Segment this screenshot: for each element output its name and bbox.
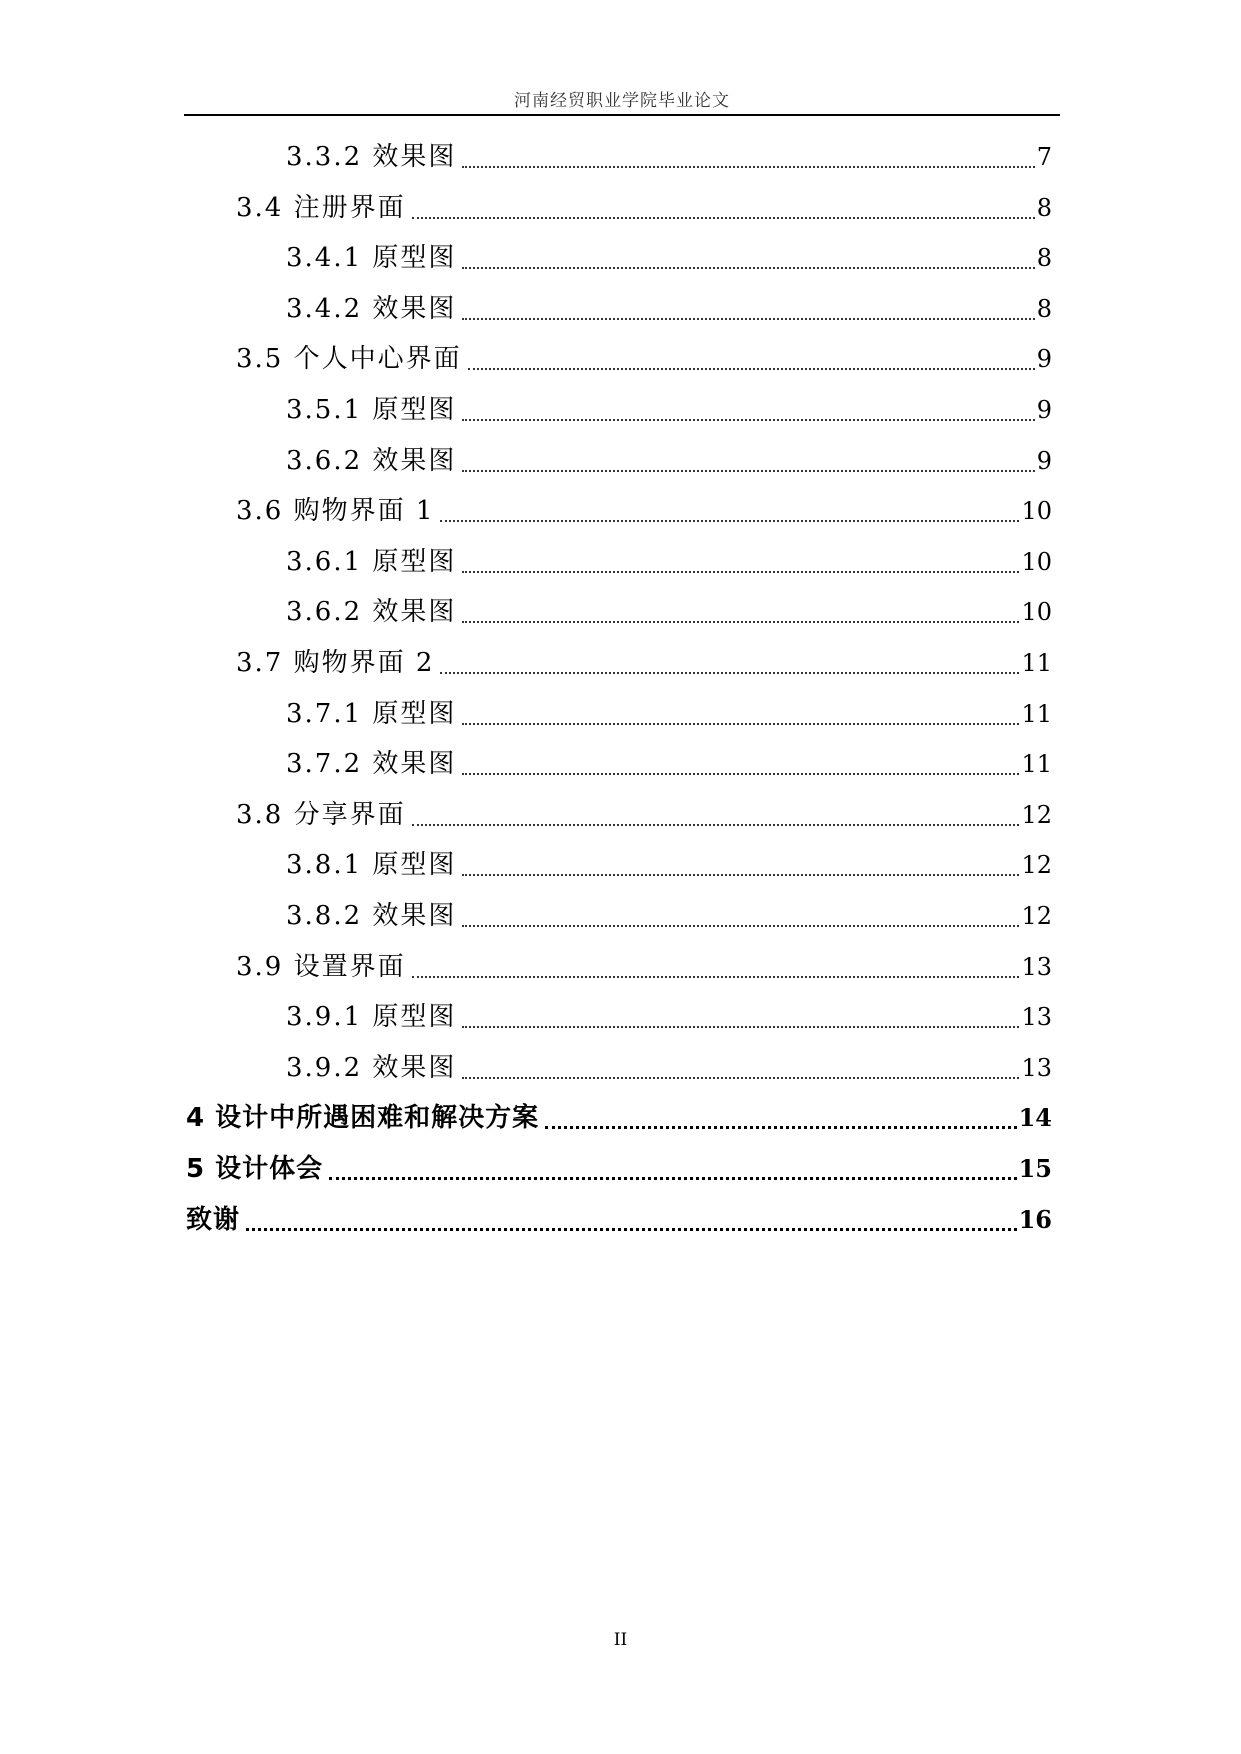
- toc-entry-title: 3.8.1 原型图: [286, 850, 457, 881]
- toc-entry-page-number: 9: [1036, 396, 1052, 424]
- toc-entry[interactable]: [286, 287, 1052, 327]
- toc-dot-leader: [462, 267, 1034, 269]
- toc-entry[interactable]: [286, 995, 1052, 1035]
- toc-entry-title: 3.9 设置界面: [236, 951, 406, 982]
- toc-entry-page-number: 8: [1036, 294, 1052, 323]
- toc-entry-title: 3.4.1 原型图: [286, 243, 457, 274]
- toc-entry-title: 5 设计体会: [186, 1154, 324, 1184]
- toc-entry-page-number: 10: [1021, 497, 1052, 526]
- toc-dot-leader: [462, 874, 1019, 876]
- toc-entry[interactable]: [286, 135, 1052, 175]
- toc-entry[interactable]: [186, 1198, 1052, 1238]
- toc-dot-leader: [462, 571, 1019, 573]
- toc-entry-page-number: 12: [1021, 851, 1052, 880]
- toc-entry-title: 3.9.2 效果图: [286, 1052, 457, 1083]
- toc-dot-leader: [462, 419, 1034, 421]
- toc-dot-leader: [462, 318, 1034, 320]
- toc-dot-leader: [468, 368, 1035, 370]
- toc-entry-page-number: 13: [1021, 1003, 1052, 1032]
- toc-entry[interactable]: [286, 590, 1052, 630]
- running-header: 河南经贸职业学院毕业论文: [514, 91, 730, 111]
- toc-dot-leader: [462, 470, 1034, 472]
- toc-entry[interactable]: [236, 793, 1052, 833]
- toc-entry-title: 3.6.1 原型图: [286, 546, 457, 577]
- toc-entry-title: 3.6.2 效果图: [286, 597, 457, 628]
- toc-entry-page-number: 11: [1021, 699, 1052, 728]
- toc-entry-title: 3.6 购物界面 1: [236, 496, 435, 527]
- toc-entry-title: 3.6.2 效果图: [286, 445, 457, 476]
- toc-entry[interactable]: [236, 945, 1052, 985]
- toc-entry-page-number: 16: [1018, 1204, 1052, 1234]
- toc-entry-page-number: 15: [1018, 1154, 1052, 1183]
- toc-entry-page-number: 9: [1036, 345, 1052, 374]
- toc-entry[interactable]: [236, 186, 1052, 226]
- toc-entry-title: 3.5.1 原型图: [286, 395, 457, 425]
- toc-entry-title: 3.3.2 效果图: [286, 142, 457, 172]
- toc-entry-page-number: 12: [1021, 800, 1052, 829]
- toc-entry[interactable]: [186, 1096, 1052, 1136]
- toc-entry-page-number: 13: [1021, 952, 1052, 981]
- toc-entry[interactable]: [286, 894, 1052, 934]
- toc-entry-title: 3.7.2 效果图: [286, 749, 457, 780]
- toc-entry-title: 3.8.2 效果图: [286, 901, 457, 931]
- toc-dot-leader: [462, 166, 1034, 168]
- toc-entry[interactable]: [236, 641, 1052, 681]
- toc-dot-leader: [440, 520, 1019, 522]
- toc-entry[interactable]: [286, 843, 1052, 883]
- toc-entry-page-number: 10: [1021, 547, 1052, 576]
- toc-entry-page-number: 11: [1021, 649, 1052, 677]
- toc-entry-page-number: 9: [1036, 446, 1052, 475]
- toc-entry-title: 3.4 注册界面: [236, 192, 406, 223]
- toc-entry[interactable]: [236, 337, 1052, 377]
- toc-entry-title: 4 设计中所遇困难和解决方案: [186, 1103, 540, 1134]
- toc-entry-title: 3.8 分享界面: [236, 799, 406, 830]
- toc-entry[interactable]: [286, 540, 1052, 580]
- toc-entry-page-number: 10: [1021, 598, 1052, 627]
- toc-entry-page-number: 12: [1021, 902, 1052, 930]
- toc-dot-leader: [462, 1077, 1019, 1079]
- toc-entry-title: 3.9.1 原型图: [286, 1002, 457, 1033]
- toc-entry-page-number: 8: [1036, 244, 1052, 273]
- toc-entry-page-number: 7: [1036, 143, 1052, 171]
- toc-entry[interactable]: [236, 489, 1052, 529]
- toc-entry-page-number: 8: [1036, 193, 1052, 222]
- toc-entry-title: 3.4.2 效果图: [286, 293, 457, 324]
- toc-entry[interactable]: [186, 1147, 1052, 1187]
- toc-entry[interactable]: [286, 742, 1052, 782]
- toc-entry[interactable]: [286, 388, 1052, 428]
- toc-entry-title: 3.7.1 原型图: [286, 698, 457, 729]
- toc-dot-leader: [329, 1177, 1016, 1180]
- toc-entry-title: 致谢: [186, 1204, 241, 1235]
- toc-entry-page-number: 13: [1021, 1053, 1052, 1082]
- toc-dot-leader: [462, 723, 1019, 725]
- toc-dot-leader: [545, 1126, 1016, 1129]
- page-number: II: [613, 1630, 628, 1650]
- toc-entry[interactable]: [286, 236, 1052, 276]
- toc-entry-page-number: 11: [1021, 750, 1052, 779]
- toc-entry[interactable]: [286, 439, 1052, 479]
- toc-dot-leader: [440, 672, 1019, 674]
- toc-dot-leader: [462, 621, 1019, 623]
- toc-entry-page-number: 14: [1018, 1103, 1052, 1133]
- toc-dot-leader: [246, 1228, 1017, 1231]
- toc-entry[interactable]: [286, 1046, 1052, 1086]
- toc-dot-leader: [462, 925, 1019, 927]
- toc-entry[interactable]: [286, 692, 1052, 732]
- toc-entry-title: 3.5 个人中心界面: [236, 344, 462, 375]
- toc-dot-leader: [462, 773, 1019, 775]
- toc-dot-leader: [412, 824, 1020, 826]
- toc-dot-leader: [412, 976, 1020, 978]
- toc-entry-title: 3.7 购物界面 2: [236, 648, 435, 678]
- toc-dot-leader: [462, 1026, 1019, 1028]
- toc-dot-leader: [412, 217, 1035, 219]
